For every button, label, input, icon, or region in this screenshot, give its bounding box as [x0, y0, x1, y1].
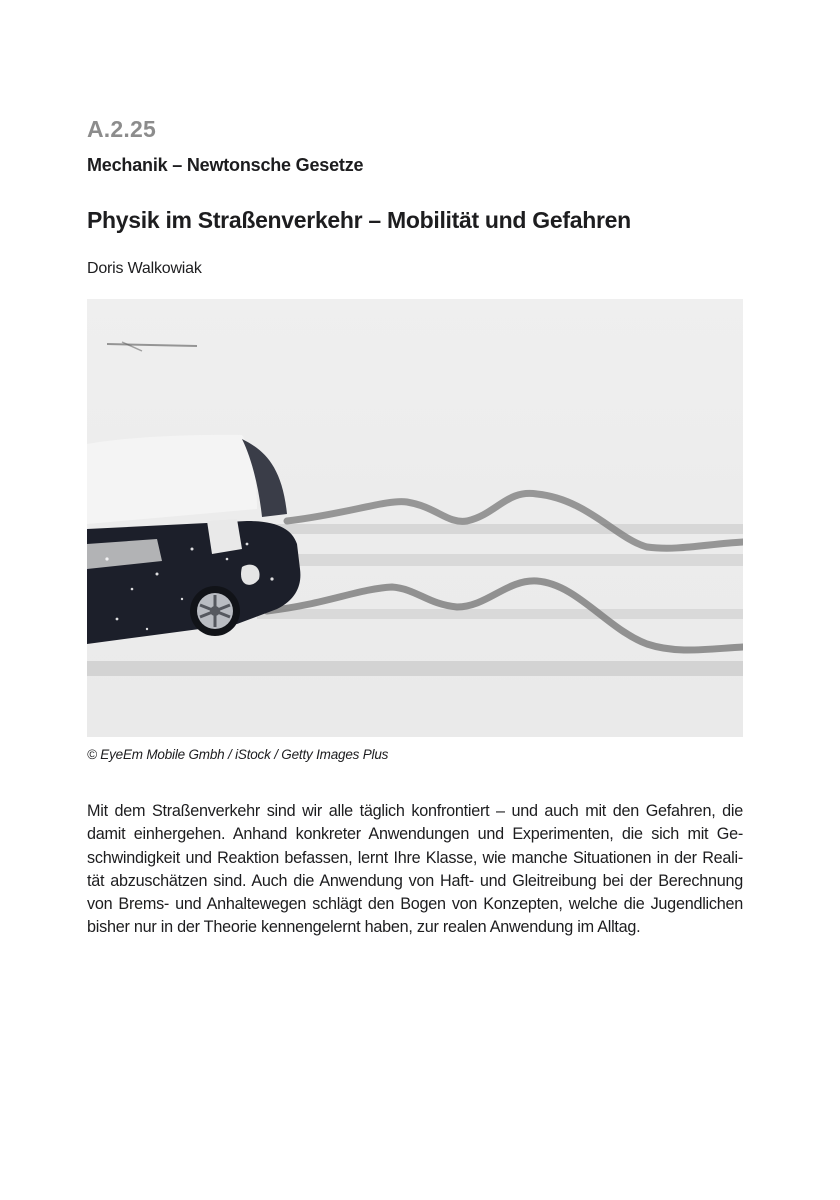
intro-line: schwindigkeit und Reaktion befassen, lernt Ihre Klasse, wie manche Situationen in der Reali-: [87, 848, 743, 867]
snowy-road-car-image: [87, 299, 743, 737]
intro-line: bisher nur in der Theorie kennengelernt haben, zur realen Anwendung im Alltag.: [87, 918, 641, 937]
section-topic: Mechanik – Newtonsche Gesetze: [87, 155, 364, 175]
intro-line: tät abzuschätzen sind. Auch die Anwendung von Haft- und Gleitreibung bei der Berechnung: [87, 871, 743, 890]
document-title: Physik im Straßenverkehr – Mobilität und Gefahren: [87, 207, 631, 233]
intro-line: Mit dem Straßenverkehr sind wir alle täglich konfrontiert – und auch mit den Gefahren, die: [87, 802, 743, 820]
section-number: A.2.25: [87, 116, 156, 142]
intro-paragraph: [87, 800, 743, 940]
photo-credit: © EyeEm Mobile Gmbh / iStock / Getty Images Plus: [87, 747, 389, 762]
intro-line: von Brems- und Anhaltewegen schlägt den Bogen von Konzepten, welche die Jugendlichen: [87, 895, 743, 914]
intro-line: damit einhergehen. Anhand konkreter Anwendungen und Experimenten, die sich mit Ge-: [87, 825, 743, 844]
cover-photo: [87, 299, 743, 737]
author-name: Doris Walkowiak: [87, 260, 202, 277]
